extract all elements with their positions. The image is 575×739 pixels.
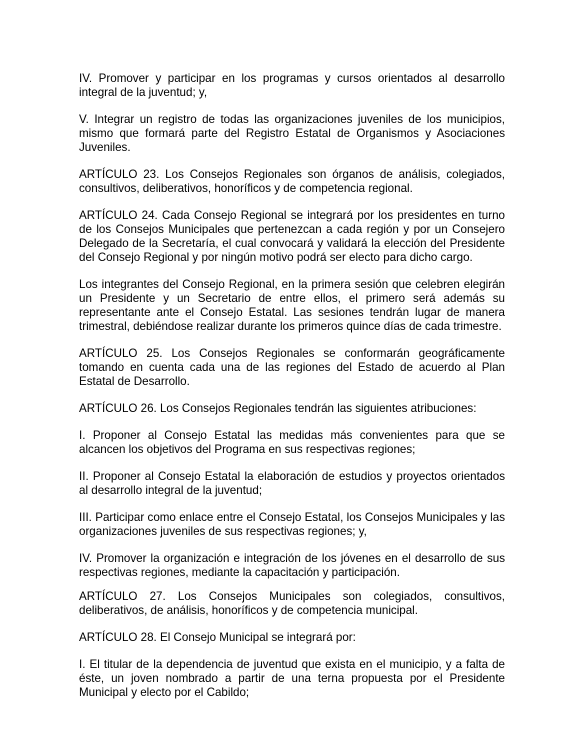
paragraph-fraction-i-propose: I. Proponer al Consejo Estatal las medidas más convenientes para que se alcancen los objetivos del Programa en sus respectivas regiones; bbox=[79, 429, 505, 456]
paragraph-regional-members: Los integrantes del Consejo Regional, en la primera sesión que celebren elegirán un Presidente y un Secretario de entre ellos, el primero será además su representante ante el Consejo Estatal. Las sesiones tendrán lugar de manera trimestral, debiéndose realizar durante los primeros quince días de cada trimestre. bbox=[79, 278, 505, 333]
paragraph-fraction-v-registry: V. Integrar un registro de todas las organizaciones juveniles de los municipios, mismo que formará parte del Registro Estatal de Organismos y Asociaciones Juveniles. bbox=[79, 113, 505, 154]
paragraph-article-24: ARTÍCULO 24. Cada Consejo Regional se integrará por los presidentes en turno de los Consejos Municipales que pertenezcan a cada región y por un Consejero Delegado de la Secretaría, el cual convocará y validará la elección del Presidente del Consejo Regional y por ningún motivo podrá ser electo para dicho cargo. bbox=[79, 209, 505, 264]
paragraph-article-27: ARTÍCULO 27. Los Consejos Municipales son colegiados, consultivos, deliberativos, de análisis, honoríficos y de competencia municipal. bbox=[79, 590, 505, 617]
paragraph-article-26: ARTÍCULO 26. Los Consejos Regionales tendrán las siguientes atribuciones: bbox=[79, 402, 477, 415]
paragraph-fraction-ii-propose: II. Proponer al Consejo Estatal la elaboración de estudios y proyectos orientados al desarrollo integral de la juventud; bbox=[79, 470, 505, 497]
paragraph-article-25: ARTÍCULO 25. Los Consejos Regionales se conformarán geográficamente tomando en cuenta cada una de las regiones del Estado de acuerdo al Plan Estatal de Desarrollo. bbox=[79, 347, 505, 388]
paragraph-fraction-iii-participate: III. Participar como enlace entre el Consejo Estatal, los Consejos Municipales y las organizaciones juveniles de sus respectivas regiones; y, bbox=[79, 511, 505, 538]
paragraph-article-23: ARTÍCULO 23. Los Consejos Regionales son órganos de análisis, colegiados, consultivos, deliberativos, honoríficos y de competencia regional. bbox=[79, 168, 505, 195]
paragraph-fraction-iv-organization: IV. Promover la organización e integración de los jóvenes en el desarrollo de sus respectivas regiones, mediante la capacitación y participación. bbox=[79, 552, 505, 579]
paragraph-fraction-i-titular: I. El titular de la dependencia de juventud que exista en el municipio, y a falta de éste, un joven nombrado a partir de una terna propuesta por el Presidente Municipal y electo por el Cabildo; bbox=[79, 658, 505, 699]
document-body bbox=[79, 72, 505, 713]
paragraph-article-28: ARTÍCULO 28. El Consejo Municipal se integrará por: bbox=[79, 631, 356, 644]
paragraph-fraction-iv-promote: IV. Promover y participar en los programas y cursos orientados al desarrollo integral de la juventud; y, bbox=[79, 72, 505, 99]
